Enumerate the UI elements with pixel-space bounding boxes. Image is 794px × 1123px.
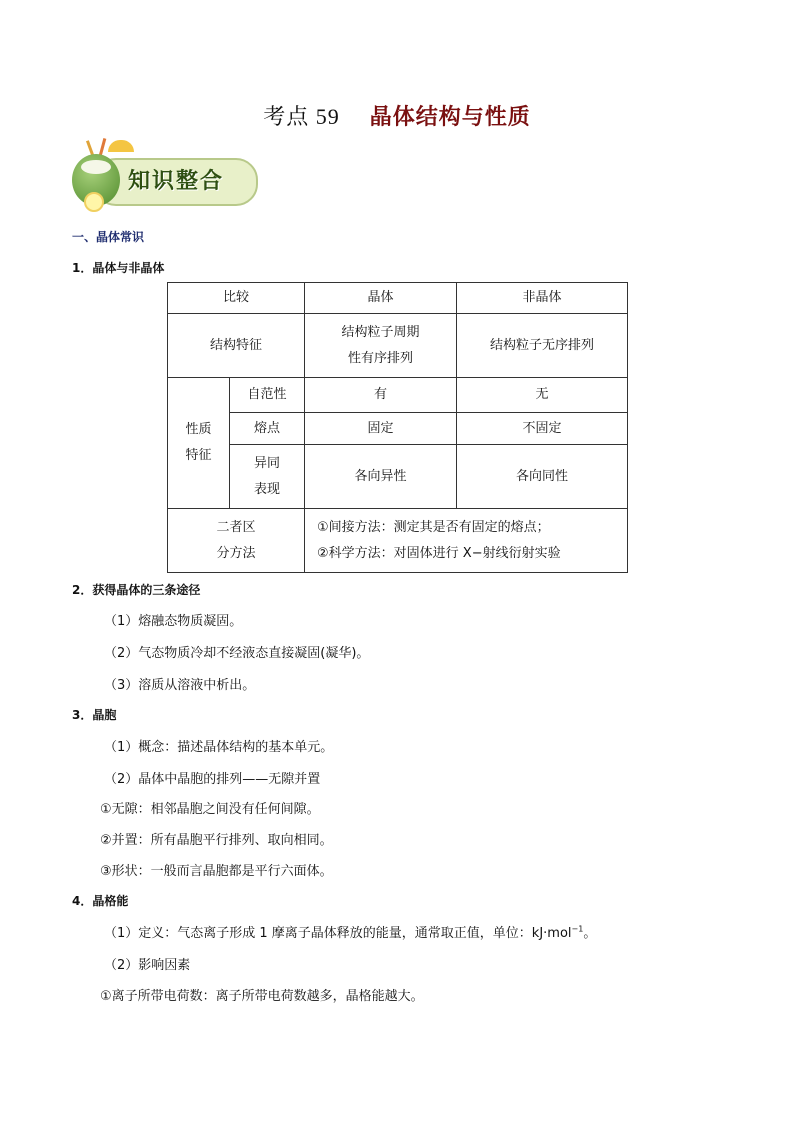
section-heading-1: 一、晶体常识 (72, 230, 145, 244)
header-amorphous: 非晶体 (457, 283, 628, 314)
subsection-heading-1: 1．晶体与非晶体 (72, 261, 165, 275)
title-main: 晶体结构与性质 (369, 105, 531, 130)
distinguish-method-1: ①间接方法：测定其是否有固定的熔点； (317, 519, 550, 535)
list-item: （1）概念：描述晶体结构的基本单元。 (104, 740, 334, 755)
subsection-heading-4: 4．晶格能 (72, 894, 129, 908)
property-group-line1: 性质 (185, 422, 212, 437)
subsection-heading-3: 3．晶胞 (72, 708, 117, 722)
aniso-crystal: 各向异性 (305, 445, 457, 509)
list-item: ①离子所带电荷数：离子所带电荷数越多，晶格能越大。 (100, 989, 424, 1004)
list-item: （2）晶体中晶胞的排列——无隙并置 (104, 772, 321, 787)
structure-crystal-line2: 性有序排列 (348, 350, 414, 366)
property-group-label (168, 378, 230, 509)
melting-crystal: 固定 (305, 413, 457, 445)
structure-amorphous: 结构粒子无序排列 (457, 314, 628, 378)
property-group-line2: 特征 (185, 448, 212, 463)
distinguish-label (168, 509, 305, 573)
self-shaping-crystal: 有 (305, 378, 457, 413)
aniso-amorphous: 各向同性 (457, 445, 628, 509)
distinguish-label-line1: 二者区 (216, 519, 256, 535)
badge-label: 知识整合 (128, 169, 225, 194)
list-item: （3）溶质从溶液中析出。 (104, 678, 256, 693)
knowledge-badge (72, 138, 256, 216)
title-prefix: 考点 59 (263, 104, 340, 129)
header-crystal: 晶体 (305, 283, 457, 314)
table-row (168, 445, 628, 509)
aniso-label (230, 445, 305, 509)
melting-amorphous: 不固定 (457, 413, 628, 445)
page-title (0, 100, 794, 131)
list-item: （2）气态物质冷却不经液态直接凝固(凝华)。 (104, 646, 370, 661)
table-row (168, 509, 628, 573)
definition-end: 。 (583, 926, 597, 941)
structure-label: 结构特征 (168, 314, 305, 378)
aniso-label-line1: 异同 (254, 455, 281, 471)
table-row (168, 378, 628, 413)
list-item: （2）影响因素 (104, 958, 191, 973)
aniso-label-line2: 表现 (254, 481, 281, 497)
unit-exponent: −1 (571, 924, 584, 934)
flower-icon (84, 192, 104, 212)
list-item: ①无隙：相邻晶胞之间没有任何间隙。 (100, 802, 320, 817)
list-item: ②并置：所有晶胞平行排列、取向相同。 (100, 833, 333, 848)
distinguish-label-line2: 分方法 (216, 545, 256, 561)
table-row (168, 283, 628, 314)
melting-label: 熔点 (230, 413, 305, 445)
self-shaping-label: 自范性 (230, 378, 305, 413)
structure-crystal-line1: 结构粒子周期 (341, 324, 420, 340)
distinguish-methods (305, 509, 628, 573)
lattice-energy-definition (104, 922, 596, 941)
list-item: （1）熔融态物质凝固。 (104, 614, 243, 629)
header-compare: 比较 (168, 283, 305, 314)
distinguish-method-2: ②科学方法：对固体进行 X−射线衍射实验 (317, 545, 561, 561)
umbrella-icon (108, 140, 134, 152)
structure-crystal (305, 314, 457, 378)
subsection-heading-2: 2．获得晶体的三条途径 (72, 583, 201, 597)
comparison-table (167, 282, 628, 573)
table-row (168, 413, 628, 445)
table-row (168, 314, 628, 378)
list-item: ③形状：一般而言晶胞都是平行六面体。 (100, 864, 333, 879)
self-shaping-amorphous: 无 (457, 378, 628, 413)
definition-text: （1）定义：气态离子形成 1 摩离子晶体释放的能量，通常取正值，单位：kJ·mol (104, 926, 572, 941)
